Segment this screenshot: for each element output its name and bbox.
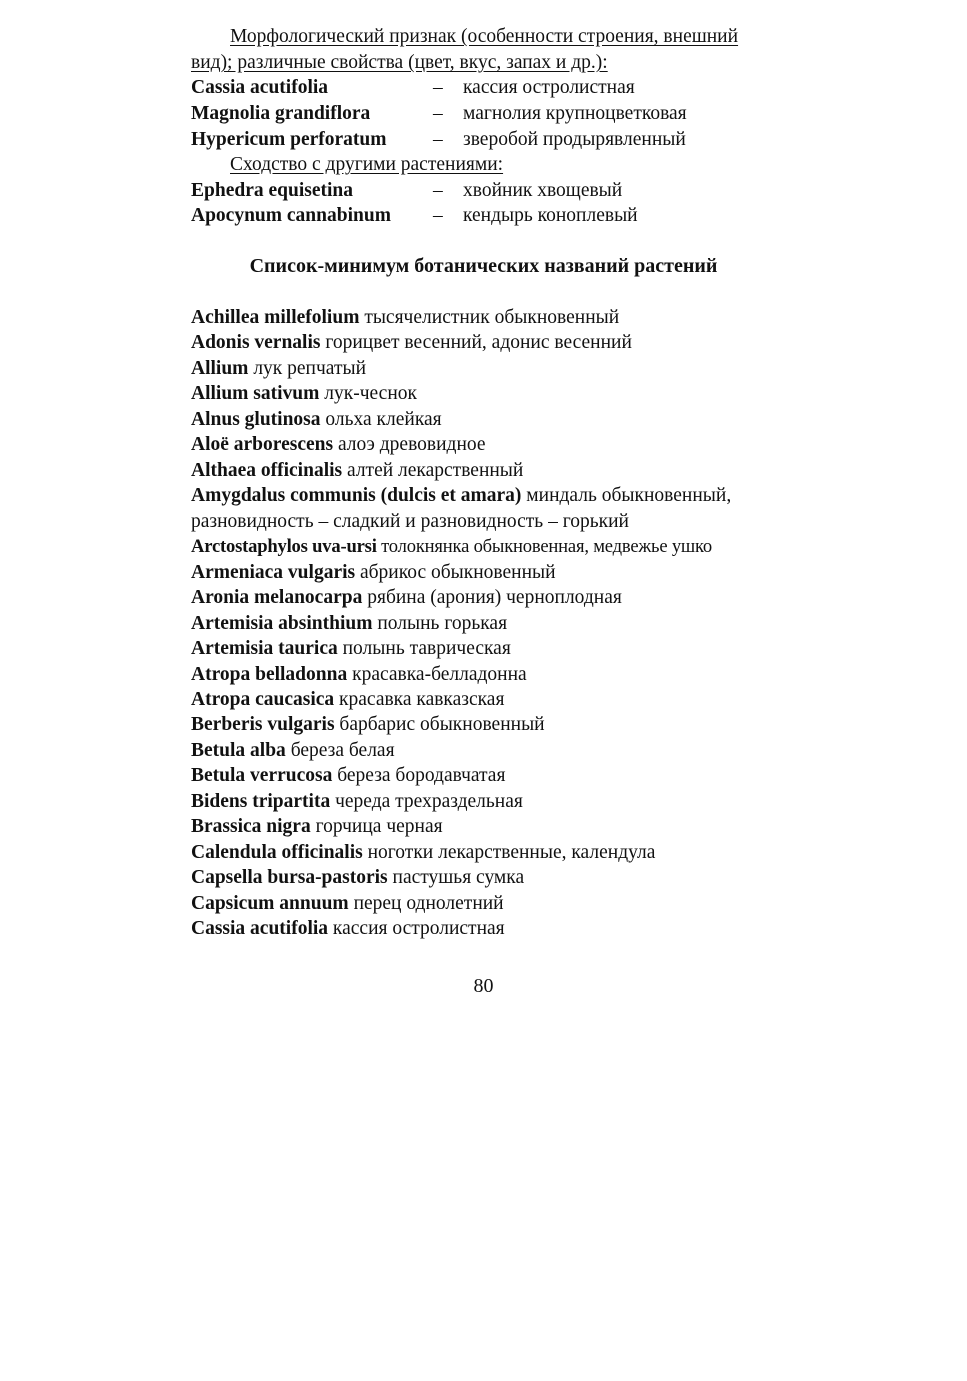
latin-name: Betula alba bbox=[191, 740, 286, 761]
russian-name: пастушья сумка bbox=[392, 867, 525, 888]
morph-pair bbox=[191, 101, 791, 127]
russian-name: рябина (арония) черноплодная bbox=[367, 587, 622, 608]
list-item bbox=[191, 305, 619, 331]
latin-name: Amygdalus communis (dulcis et amara) bbox=[191, 485, 522, 506]
list-item bbox=[191, 585, 622, 611]
russian-name: горчица черная bbox=[315, 816, 443, 837]
dash: – bbox=[433, 129, 443, 150]
list-item bbox=[191, 865, 524, 891]
list-item bbox=[191, 330, 632, 356]
similarity-title: Сходство с другими растениями: bbox=[230, 154, 504, 175]
list-item bbox=[191, 381, 417, 407]
list-item bbox=[191, 611, 507, 637]
russian-name: ноготки лекарственные, календула bbox=[367, 842, 656, 863]
latin-name: Allium bbox=[191, 358, 249, 379]
list-item bbox=[191, 560, 556, 586]
list-item bbox=[191, 356, 366, 382]
page-number: 80 bbox=[473, 975, 494, 997]
latin-name: Adonis vernalis bbox=[191, 332, 321, 353]
list-item bbox=[191, 840, 655, 866]
list-item bbox=[191, 662, 527, 688]
russian-name: кассия остролистная bbox=[463, 77, 635, 98]
russian-name: ольха клейкая bbox=[325, 409, 442, 430]
morph-pair bbox=[191, 127, 791, 153]
latin-name: Alnus glutinosa bbox=[191, 409, 321, 430]
list-item bbox=[191, 407, 442, 433]
latin-name: Magnolia grandiflora bbox=[191, 103, 371, 124]
latin-name: Cassia acutifolia bbox=[191, 918, 329, 939]
latin-name: Althaea officinalis bbox=[191, 460, 343, 481]
russian-name: барбарис обыкновенный bbox=[339, 714, 545, 735]
morph-pair bbox=[191, 75, 791, 101]
latin-name: Brassica nigra bbox=[191, 816, 311, 837]
dash: – bbox=[433, 180, 443, 201]
list-item bbox=[191, 458, 523, 484]
russian-name: абрикос обыкновенный bbox=[359, 562, 556, 583]
latin-name: Cassia acutifolia bbox=[191, 77, 329, 98]
russian-name: тысячелистник обыкновенный bbox=[364, 307, 620, 328]
latin-name: Aronia melanocarpa bbox=[191, 587, 363, 608]
list-item bbox=[191, 763, 505, 789]
similar-pair bbox=[191, 178, 791, 204]
russian-name: разновидность – сладкий и разновидность – горький bbox=[191, 511, 629, 532]
latin-name: Allium sativum bbox=[191, 383, 320, 404]
list-item bbox=[191, 789, 523, 815]
russian-name: зверобой продырявленный bbox=[463, 129, 686, 150]
russian-name: береза бородавчатая bbox=[337, 765, 506, 786]
list-item bbox=[191, 636, 511, 662]
dash: – bbox=[433, 77, 443, 98]
latin-name: Capsella bursa-pastoris bbox=[191, 867, 388, 888]
intro-line-1: Морфологический признак (особенности строения, внешний bbox=[230, 26, 739, 47]
latin-name: Aloë arborescens bbox=[191, 434, 334, 455]
russian-name: лук репчатый bbox=[253, 358, 366, 379]
latin-name: Berberis vulgaris bbox=[191, 714, 335, 735]
list-item bbox=[191, 687, 504, 713]
russian-name: красавка-белладонна bbox=[352, 664, 527, 685]
list-item-continuation bbox=[191, 509, 629, 535]
latin-name: Atropa caucasica bbox=[191, 689, 335, 710]
russian-name: кассия остролистная bbox=[332, 918, 505, 939]
list-item bbox=[191, 483, 731, 509]
latin-name: Apocynum cannabinum bbox=[191, 205, 391, 226]
russian-name: толокнянка обыкновенная, медвежье ушко bbox=[381, 536, 713, 557]
russian-name: полынь горькая bbox=[377, 613, 508, 634]
russian-name: магнолия крупноцветковая bbox=[463, 103, 687, 124]
russian-name: береза белая bbox=[290, 740, 395, 761]
latin-name: Achillea millefolium bbox=[191, 307, 360, 328]
section-heading: Список-минимум ботанических названий растений bbox=[249, 255, 718, 277]
russian-name: череда трехраздельная bbox=[335, 791, 523, 812]
similar-pair bbox=[191, 203, 791, 229]
russian-name: хвойник хвощевый bbox=[463, 180, 623, 201]
list-item bbox=[191, 432, 486, 458]
latin-name: Armeniaca vulgaris bbox=[191, 562, 356, 583]
russian-name: красавка кавказская bbox=[339, 689, 505, 710]
list-item bbox=[191, 814, 443, 840]
latin-name: Betula verrucosa bbox=[191, 765, 333, 786]
dash: – bbox=[433, 103, 443, 124]
latin-name: Artemisia taurica bbox=[191, 638, 338, 659]
dash: – bbox=[433, 205, 443, 226]
russian-name: миндаль обыкновенный, bbox=[526, 485, 732, 506]
russian-name: полынь таврическая bbox=[342, 638, 511, 659]
intro-line-2: вид); различные свойства (цвет, вкус, запах и др.): bbox=[191, 52, 608, 73]
list-item bbox=[191, 916, 505, 942]
latin-name: Calendula officinalis bbox=[191, 842, 363, 863]
latin-name: Ephedra equisetina bbox=[191, 180, 353, 201]
russian-name: алтей лекарственный bbox=[347, 460, 524, 481]
latin-name: Hypericum perforatum bbox=[191, 129, 387, 150]
russian-name: лук-чеснок bbox=[324, 383, 417, 404]
latin-name: Artemisia absinthium bbox=[191, 613, 373, 634]
list-item bbox=[191, 891, 504, 917]
list-item bbox=[191, 534, 712, 560]
list-item bbox=[191, 738, 395, 764]
latin-name: Bidens tripartita bbox=[191, 791, 331, 812]
russian-name: перец однолетний bbox=[353, 893, 504, 914]
latin-name: Atropa belladonna bbox=[191, 664, 348, 685]
latin-name: Capsicum annuum bbox=[191, 893, 349, 914]
russian-name: горицвет весенний, адонис весенний bbox=[325, 332, 632, 353]
russian-name: алоэ древовидное bbox=[337, 434, 486, 455]
russian-name: кендырь коноплевый bbox=[463, 205, 638, 226]
latin-name: Arctostaphylos uva-ursi bbox=[191, 536, 377, 557]
list-item bbox=[191, 712, 545, 738]
